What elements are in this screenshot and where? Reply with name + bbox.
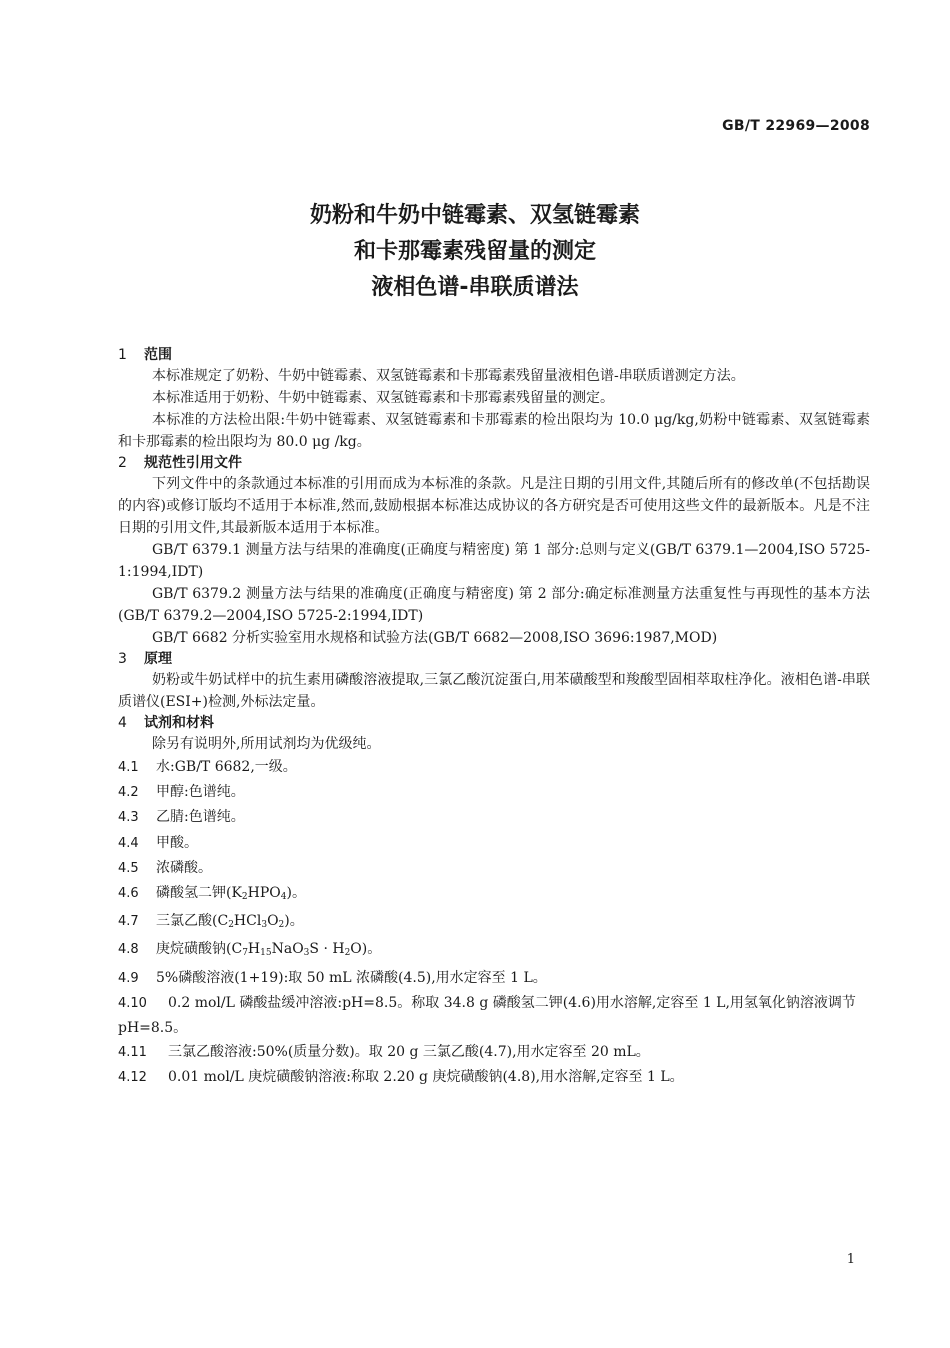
paragraph: 除另有说明外,所用试剂均为优级纯。	[152, 736, 381, 752]
list-item	[118, 881, 870, 909]
item-text	[156, 885, 306, 901]
section-number: 4	[118, 715, 127, 731]
paragraph: 本标准规定了奶粉、牛奶中链霉素、双氢链霉素和卡那霉素残留量液相色谱-串联质谱测定方法。	[152, 368, 745, 384]
section-heading-reagents	[118, 713, 870, 733]
formula-subscript: 2	[278, 920, 285, 931]
item-number: 4.4	[118, 835, 139, 851]
section-title: 规范性引用文件	[144, 455, 242, 471]
item-text: 水:GB/T 6682,一级。	[156, 759, 297, 775]
title-line-1: 奶粉和牛奶中链霉素、双氢链霉素	[309, 203, 640, 228]
formula-subscript: 7	[242, 948, 248, 959]
paragraph: 本标准的方法检出限:牛奶中链霉素、双氢链霉素和卡那霉素的检出限均为 10.0 μg/kg,奶粉中链霉素、双氢链霉素和卡那霉素的检出限均为 80.0 μg /kg。	[118, 412, 870, 450]
item-text	[156, 941, 381, 957]
formula-part: O)。	[350, 941, 382, 958]
formula-subscript: 3	[303, 948, 310, 959]
paragraph: 奶粉或牛奶试样中的抗生素用磷酸溶液提取,三氯乙酸沉淀蛋白,用苯磺酸型和羧酸型固相萃取柱净化。液相色谱-串联质谱仪(ESI+)检测,外标法定量。	[118, 672, 870, 710]
list-item	[118, 991, 870, 1040]
item-text: 浓磷酸。	[156, 859, 212, 876]
item-text	[156, 913, 304, 929]
title-line-3: 液相色谱-串联质谱法	[371, 275, 579, 300]
reference-entry: GB/T 6682 分析实验室用水规格和试验方法(GB/T 6682—2008,ISO 3696:1987,MOD)	[152, 630, 718, 646]
section-number: 2	[118, 455, 127, 471]
item-number: 4.3	[118, 810, 139, 826]
list-item	[118, 1065, 870, 1090]
formula-subscript: 2	[344, 948, 351, 959]
formula-subscript: 3	[261, 920, 268, 931]
formula-part: O	[267, 913, 279, 930]
paragraph: 下列文件中的条款通过本标准的引用而成为本标准的条款。凡是注日期的引用文件,其随后所有的修改单(不包括勘误的内容)或修订版均不适用于本标准,然而,鼓励根据本标准达成协议的各方研究是否可使用这些文件的最新版本。凡是不注日期的引用文件,其最新版本适用于本标准。	[118, 476, 870, 536]
item-number: 4.8	[118, 942, 139, 958]
section-title: 范围	[144, 347, 172, 363]
formula-part: 庚烷磺酸钠(C	[156, 941, 243, 958]
formula-part: HCl	[233, 913, 262, 930]
item-text: 5%磷酸溶液(1+19):取 50 mL 浓磷酸(4.5),用水定容至 1 L。	[156, 969, 547, 986]
list-item	[118, 780, 870, 805]
document-body	[118, 345, 870, 1091]
reference-entry: GB/T 6379.1 测量方法与结果的准确度(正确度与精密度) 第 1 部分:总则与定义(GB/T 6379.1—2004,ISO 5725-1:1994,IDT)	[118, 542, 870, 580]
item-number: 4.12	[118, 1070, 147, 1086]
item-text: 乙腈:色谱纯。	[156, 809, 245, 826]
section-heading-normative-references	[118, 453, 870, 473]
item-text: 三氯乙酸溶液:50%(质量分数)。取 20 g 三氯乙酸(4.7),用水定容至 20 mL。	[168, 1044, 650, 1061]
formula-part: S · H	[309, 941, 345, 958]
paragraph: 本标准适用于奶粉、牛奶中链霉素、双氢链霉素和卡那霉素残留量的测定。	[152, 390, 614, 406]
formula-part: HPO	[247, 885, 281, 902]
formula-subscript: 2	[241, 892, 248, 903]
item-number: 4.10	[118, 995, 147, 1011]
document-title	[0, 198, 950, 306]
item-text: 甲醇:色谱纯。	[156, 784, 245, 801]
formula-part: )。	[286, 885, 306, 902]
list-item	[118, 856, 870, 881]
item-number: 4.6	[118, 886, 139, 902]
section-heading-principle	[118, 649, 870, 669]
section-title: 原理	[144, 651, 172, 667]
item-number: 4.11	[118, 1045, 147, 1061]
formula-part: 磷酸氢二钾(K	[156, 885, 242, 902]
section-heading-scope	[118, 345, 870, 365]
formula-subscript: 15	[260, 948, 272, 959]
item-number: 4.9	[118, 970, 139, 986]
formula-part: )。	[284, 913, 304, 930]
section-number: 3	[118, 651, 127, 667]
item-text: 甲酸。	[156, 834, 198, 851]
reference-entry: GB/T 6379.2 测量方法与结果的准确度(正确度与精密度) 第 2 部分:确定标准测量方法重复性与再现性的基本方法(GB/T 6379.2—2004,ISO 5725-2:1994,IDT)	[118, 586, 870, 624]
section-title: 试剂和材料	[144, 715, 214, 731]
item-number: 4.7	[118, 914, 139, 930]
formula-subscript: 4	[280, 892, 287, 903]
list-item	[118, 831, 870, 856]
section-number: 1	[118, 347, 127, 363]
list-item	[118, 755, 870, 780]
formula-part: 三氯乙酸(C	[156, 913, 229, 930]
item-number: 4.5	[118, 860, 139, 876]
list-item	[118, 805, 870, 830]
formula-part: H	[247, 941, 261, 958]
title-line-2: 和卡那霉素残留量的测定	[353, 239, 596, 264]
standard-code: GB/T 22969—2008	[722, 118, 870, 134]
page-number: 1	[846, 1252, 855, 1267]
item-number: 4.1	[118, 760, 139, 775]
item-text: 0.01 mol/L 庚烷磺酸钠溶液:称取 2.20 g 庚烷磺酸钠(4.8),用水溶解,定容至 1 L。	[168, 1069, 684, 1086]
formula-part: NaO	[271, 941, 304, 958]
formula-subscript: 2	[228, 920, 234, 931]
item-text: 0.2 mol/L 磷酸盐缓冲溶液:pH=8.5。称取 34.8 g 磷酸氢二钾(4.6)用水溶解,定容至 1 L,用氢氧化钠溶液调节 pH=8.5。	[118, 994, 856, 1037]
list-item	[118, 1040, 870, 1065]
list-item	[118, 909, 870, 937]
list-item	[118, 966, 870, 991]
item-number: 4.2	[118, 785, 139, 801]
list-item	[118, 937, 870, 965]
